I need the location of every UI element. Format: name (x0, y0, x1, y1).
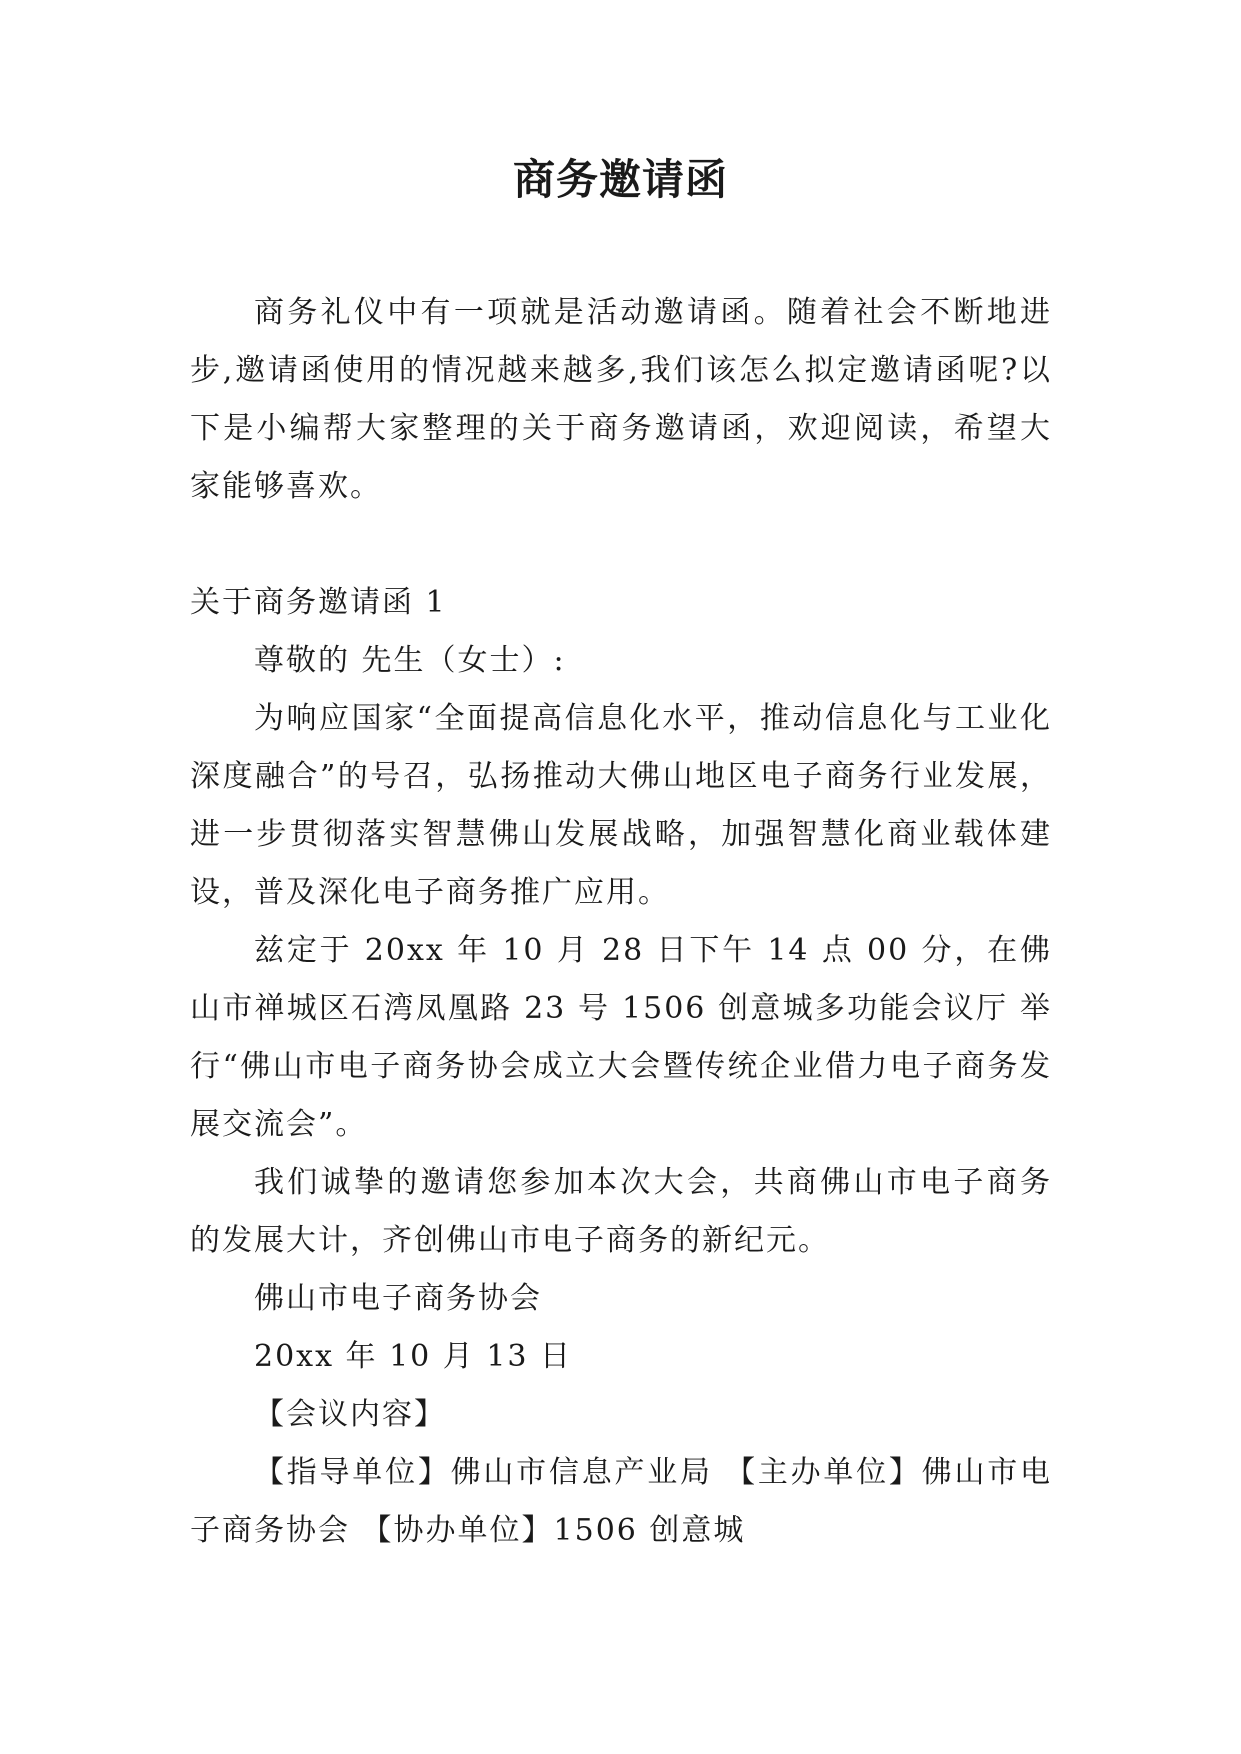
body-paragraph-3: 我们诚挚的邀请您参加本次大会，共商佛山市电子商务的发展大计，齐创佛山市电子商务的新纪元。 (190, 1165, 1052, 1258)
letter-date: 20xx 年 10 月 13 日 (254, 1339, 573, 1374)
signature: 佛山市电子商务协会 (254, 1281, 542, 1316)
meeting-heading: 【会议内容】 (254, 1397, 446, 1432)
document-body (190, 284, 1052, 1560)
section-heading: 关于商务邀请函 1 (190, 585, 447, 620)
document-title: 商务邀请函 (512, 155, 728, 204)
organizer-units: 【指导单位】佛山市信息产业局 【主办单位】佛山市电子商务协会 【协办单位】1506 创意城 (190, 1455, 1052, 1548)
body-paragraph-1: 为响应国家“全面提高信息化水平，推动信息化与工业化深度融合”的号召，弘扬推动大佛山地区电子商务行业发展，进一步贯彻落实智慧佛山发展战略，加强智慧化商业载体建设，普及深化电子商务推广应用。 (190, 701, 1052, 910)
salutation: 尊敬的 先生（女士）: (254, 643, 566, 678)
spacer (190, 516, 1052, 574)
body-paragraph-2: 兹定于 20xx 年 10 月 28 日下午 14 点 00 分，在佛山市禅城区石湾凤凰路 23 号 1506 创意城多功能会议厅 举行“佛山市电子商务协会成立大会暨传统企业借力电子商务发展交流会”。 (190, 933, 1052, 1142)
intro-paragraph: 商务礼仪中有一项就是活动邀请函。随着社会不断地进步,邀请函使用的情况越来越多,我们该怎么拟定邀请函呢?以下是小编帮大家整理的关于商务邀请函，欢迎阅读，希望大家能够喜欢。 (190, 295, 1052, 504)
